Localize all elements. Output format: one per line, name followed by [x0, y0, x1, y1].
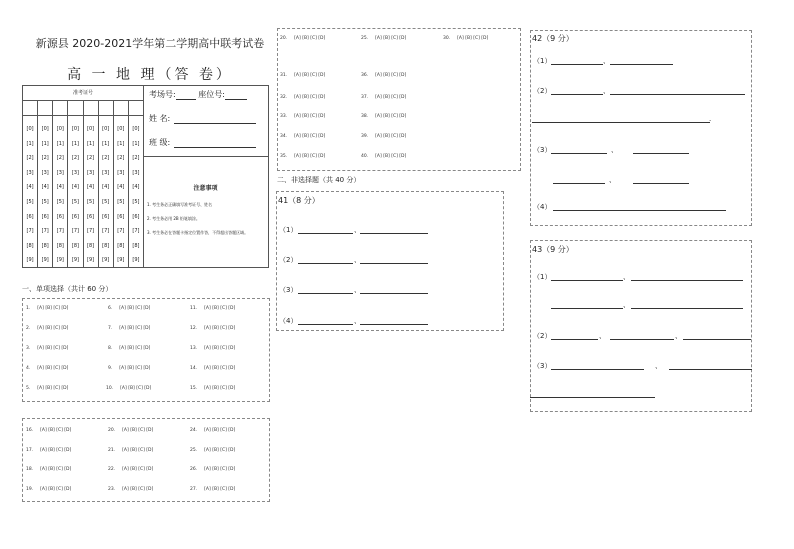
digit-bubble[interactable]: [0]: [102, 126, 110, 132]
mc-options[interactable]: [A] [B] [C] [D]: [122, 487, 154, 492]
mc-options[interactable]: [A] [B] [C] [D]: [122, 428, 154, 433]
digit-bubble[interactable]: [5]: [102, 198, 110, 205]
mc-question[interactable]: [190, 487, 235, 492]
digit-bubble[interactable]: [5]: [41, 198, 49, 205]
digit-bubble[interactable]: [2]: [41, 155, 49, 162]
mc-options[interactable]: [A] [B] [C] [D]: [37, 386, 69, 391]
mc-number: 4.: [26, 366, 31, 371]
mc-question[interactable]: [26, 366, 68, 371]
separator: 、: [623, 273, 630, 281]
mc-question[interactable]: [26, 306, 68, 311]
mc-options[interactable]: [A] [B] [C] [D]: [375, 114, 407, 119]
name-field[interactable]: [174, 115, 256, 124]
digit-bubble[interactable]: [9]: [87, 257, 95, 264]
mc-options[interactable]: [A] [B] [C] [D]: [294, 114, 326, 119]
digit-bubble[interactable]: [7]: [71, 228, 79, 235]
answer-blank[interactable]: [298, 293, 353, 294]
digit-bubble[interactable]: [3]: [102, 169, 110, 176]
period: .: [709, 115, 712, 123]
mc-question[interactable]: [26, 326, 68, 331]
mc-options[interactable]: [A] [B] [C] [D]: [40, 428, 72, 433]
digit-bubble[interactable]: [4]: [71, 184, 79, 191]
mc-options[interactable]: [A] [B] [C] [D]: [375, 154, 407, 159]
mc-number: 30.: [443, 36, 451, 41]
mc-options[interactable]: [A] [B] [C] [D]: [40, 467, 72, 472]
answer-blank[interactable]: [631, 308, 743, 309]
mc-question[interactable]: [106, 386, 151, 391]
mc-number: 37.: [361, 95, 369, 100]
answer-label: （3）: [533, 146, 552, 154]
digit-bubble[interactable]: [9]: [26, 257, 34, 264]
answer-label: （1）: [279, 226, 298, 234]
answer-blank[interactable]: [360, 293, 428, 294]
mc-question[interactable]: [190, 306, 235, 311]
mc-options[interactable]: [A] [B] [C] [D]: [120, 386, 152, 391]
mc-number: 24.: [190, 428, 198, 433]
mc-question[interactable]: [26, 386, 68, 391]
digit-bubble[interactable]: [7]: [117, 228, 125, 235]
mc-number: 22.: [108, 467, 116, 472]
answer-blank[interactable]: [551, 308, 623, 309]
seat-label: 座位号:: [198, 90, 225, 99]
separator: 、: [609, 176, 616, 184]
digit-bubble[interactable]: [6]: [71, 213, 79, 220]
ticket-digit-column[interactable]: [53, 116, 68, 267]
mc-number: 38.: [361, 114, 369, 119]
notice-item: 1. 考生务必正确填写准考证号、姓名: [147, 202, 213, 207]
separator: 、: [623, 301, 630, 309]
separator: 、: [599, 332, 606, 340]
mc-number: 9.: [108, 366, 113, 371]
answer-blank[interactable]: [683, 339, 751, 340]
mc-question[interactable]: [26, 428, 71, 433]
mc-number: 23.: [108, 487, 116, 492]
notice-item: 2. 考生务必用 2B 铅笔填涂。: [147, 216, 200, 221]
mc-number: 26.: [190, 467, 198, 472]
digit-bubble[interactable]: [5]: [132, 198, 140, 205]
digit-bubble[interactable]: [8]: [41, 242, 49, 249]
digit-bubble[interactable]: [8]: [102, 242, 110, 249]
mc-number: 8.: [108, 346, 113, 351]
separator: 、: [611, 146, 618, 154]
digit-bubble[interactable]: [4]: [87, 184, 95, 191]
digit-bubble[interactable]: [5]: [56, 198, 64, 205]
mc-question[interactable]: [190, 428, 235, 433]
mc-options[interactable]: [A] [B] [C] [D]: [119, 326, 151, 331]
separator: 、: [354, 256, 361, 264]
name-label: 姓 名:: [149, 114, 171, 123]
mc-options[interactable]: [A] [B] [C] [D]: [119, 366, 151, 371]
answer-blank[interactable]: [551, 339, 598, 340]
answer-blank[interactable]: [631, 280, 743, 281]
answer-blank[interactable]: [553, 210, 726, 211]
q42-box: [530, 30, 752, 226]
digit-bubble[interactable]: [2]: [132, 155, 140, 162]
mc-options[interactable]: [A] [B] [C] [D]: [294, 95, 326, 100]
digit-bubble[interactable]: [8]: [132, 242, 140, 249]
mc-number: 25.: [361, 36, 369, 41]
mc-number: 10.: [106, 386, 114, 391]
separator: 、: [603, 87, 610, 95]
answer-blank[interactable]: [610, 94, 745, 95]
answer-blank[interactable]: [610, 64, 673, 65]
ticket-digit-columns[interactable]: [23, 116, 143, 267]
mc-number: 17.: [26, 448, 34, 453]
digit-bubble[interactable]: [9]: [132, 257, 140, 264]
mc-options[interactable]: [A] [B] [C] [D]: [457, 36, 489, 41]
digit-bubble[interactable]: [3]: [41, 169, 49, 176]
answer-blank[interactable]: [551, 369, 644, 370]
mc-options[interactable]: [A] [B] [C] [D]: [37, 326, 69, 331]
mc-options[interactable]: [A] [B] [C] [D]: [40, 487, 72, 492]
digit-bubble[interactable]: [1]: [71, 140, 79, 147]
digit-bubble[interactable]: [8]: [87, 242, 95, 249]
digit-bubble[interactable]: [1]: [87, 140, 95, 147]
digit-bubble[interactable]: [9]: [41, 257, 49, 264]
ticket-digit-column[interactable]: [114, 116, 129, 267]
student-info-box: [22, 85, 269, 268]
digit-bubble[interactable]: [7]: [41, 228, 49, 235]
answer-label: （1）: [533, 57, 552, 65]
mc-question[interactable]: [190, 366, 235, 371]
mc-options[interactable]: [A] [B] [C] [D]: [119, 346, 151, 351]
mc-options[interactable]: [A] [B] [C] [D]: [204, 346, 236, 351]
paper-subtitle: 高 一 地 理（答 卷）: [67, 67, 233, 83]
mc-question[interactable]: [26, 487, 71, 492]
mc-question[interactable]: [361, 73, 406, 78]
class-field[interactable]: [174, 139, 256, 148]
digit-bubble[interactable]: [7]: [87, 228, 95, 235]
mc-question[interactable]: [361, 134, 406, 139]
digit-bubble[interactable]: [6]: [41, 213, 49, 220]
mc-number: 13.: [190, 346, 198, 351]
answer-blank[interactable]: [532, 122, 710, 123]
digit-bubble[interactable]: [0]: [132, 126, 140, 132]
answer-blank[interactable]: [669, 369, 752, 370]
class-label: 班 级:: [149, 138, 171, 147]
mc-number: 5.: [26, 386, 31, 391]
mc-number: 15.: [190, 386, 198, 391]
digit-bubble[interactable]: [2]: [26, 155, 34, 162]
mc-question[interactable]: [280, 154, 325, 159]
mc-options[interactable]: [A] [B] [C] [D]: [375, 95, 407, 100]
q41-title: 41（8 分）: [278, 196, 320, 205]
mc-options[interactable]: [A] [B] [C] [D]: [204, 386, 236, 391]
mc-number: 36.: [361, 73, 369, 78]
digit-bubble[interactable]: [4]: [56, 184, 64, 191]
answer-blank[interactable]: [298, 233, 353, 234]
mc-question[interactable]: [361, 36, 406, 41]
digit-bubble[interactable]: [4]: [26, 184, 34, 191]
digit-bubble[interactable]: [0]: [26, 126, 34, 132]
mc-question[interactable]: [26, 346, 68, 351]
mc-options[interactable]: [A] [B] [C] [D]: [37, 366, 69, 371]
answer-blank[interactable]: [633, 153, 689, 154]
mc-options[interactable]: [A] [B] [C] [D]: [204, 467, 236, 472]
mc-question[interactable]: [361, 95, 406, 100]
digit-bubble[interactable]: [4]: [132, 184, 140, 191]
section-title-choice: 一、单项选择（共计 60 分）: [22, 285, 113, 293]
mc-question[interactable]: [190, 326, 235, 331]
answer-label: （3）: [533, 362, 552, 370]
paper-title: 新源县 2020-2021学年第二学期高中联考试卷: [35, 37, 265, 50]
mc-question[interactable]: [108, 366, 150, 371]
mc-options[interactable]: [A] [B] [C] [D]: [37, 346, 69, 351]
digit-bubble[interactable]: [5]: [87, 198, 95, 205]
digit-bubble[interactable]: [9]: [56, 257, 64, 264]
digit-bubble[interactable]: [6]: [26, 213, 34, 220]
digit-bubble[interactable]: [7]: [26, 228, 34, 235]
digit-bubble[interactable]: [8]: [56, 242, 64, 249]
digit-bubble[interactable]: [5]: [117, 198, 125, 205]
mc-options[interactable]: [A] [B] [C] [D]: [122, 448, 154, 453]
digit-bubble[interactable]: [6]: [87, 213, 95, 220]
mc-question[interactable]: [108, 428, 153, 433]
mc-number: 35.: [280, 154, 288, 159]
mc-question[interactable]: [361, 114, 406, 119]
digit-bubble[interactable]: [1]: [102, 140, 110, 147]
notice-title: 注意事项: [193, 185, 218, 192]
mc-number: 25.: [190, 448, 198, 453]
mc-question[interactable]: [26, 467, 71, 472]
mc-options[interactable]: [A] [B] [C] [D]: [204, 448, 236, 453]
digit-bubble[interactable]: [6]: [117, 213, 125, 220]
mc-options[interactable]: [A] [B] [C] [D]: [375, 73, 407, 78]
digit-bubble[interactable]: [2]: [102, 155, 110, 162]
answer-label: （3）: [279, 286, 298, 294]
digit-bubble[interactable]: [7]: [132, 228, 140, 235]
ticket-number-label: 准考证号: [23, 86, 143, 101]
answer-blank[interactable]: [530, 397, 655, 398]
mc-number: 1.: [26, 306, 31, 311]
mc-number: 31.: [280, 73, 288, 78]
answer-blank[interactable]: [298, 324, 353, 325]
mc-question[interactable]: [190, 467, 235, 472]
mc-number: 11.: [190, 306, 198, 311]
digit-bubble[interactable]: [2]: [71, 155, 79, 162]
mc-question[interactable]: [361, 154, 406, 159]
mc-question[interactable]: [280, 114, 325, 119]
ticket-digit-column[interactable]: [23, 116, 38, 267]
mc-number: 39.: [361, 134, 369, 139]
mc-options[interactable]: [A] [B] [C] [D]: [294, 36, 326, 41]
mc-question[interactable]: [108, 448, 153, 453]
q43-title: 43（9 分）: [532, 245, 574, 254]
answer-blank[interactable]: [298, 263, 353, 264]
mc-question[interactable]: [108, 346, 150, 351]
separator: 、: [354, 226, 361, 234]
mc-number: 12.: [190, 326, 198, 331]
mc-question[interactable]: [190, 386, 235, 391]
ticket-digit-column[interactable]: [129, 116, 143, 267]
seat-field[interactable]: [225, 91, 247, 100]
digit-bubble[interactable]: [2]: [117, 155, 125, 162]
digit-bubble[interactable]: [9]: [102, 257, 110, 264]
mc-options[interactable]: [A] [B] [C] [D]: [119, 306, 151, 311]
student-fields: [145, 86, 268, 156]
answer-blank[interactable]: [551, 280, 623, 281]
answer-blank[interactable]: [553, 183, 605, 184]
digit-bubble[interactable]: [2]: [56, 155, 64, 162]
answer-label: （2）: [279, 256, 298, 264]
digit-bubble[interactable]: [8]: [71, 242, 79, 249]
digit-bubble[interactable]: [0]: [117, 126, 125, 132]
mc-number: 14.: [190, 366, 198, 371]
mc-options[interactable]: [A] [B] [C] [D]: [204, 428, 236, 433]
answer-label: （2）: [533, 87, 552, 95]
mc-question[interactable]: [108, 467, 153, 472]
digit-bubble[interactable]: [6]: [102, 213, 110, 220]
digit-bubble[interactable]: [1]: [41, 140, 49, 147]
mc-number: 16.: [26, 428, 34, 433]
digit-bubble[interactable]: [9]: [117, 257, 125, 264]
digit-bubble[interactable]: [2]: [87, 155, 95, 162]
mc-question[interactable]: [26, 448, 71, 453]
mc-options[interactable]: [A] [B] [C] [D]: [204, 326, 236, 331]
mc-number: 2.: [26, 326, 31, 331]
separator: 、: [675, 332, 682, 340]
separator: 、: [354, 317, 361, 325]
mc-number: 21.: [108, 448, 116, 453]
mc-options[interactable]: [A] [B] [C] [D]: [375, 134, 407, 139]
answer-blank[interactable]: [633, 183, 689, 184]
digit-bubble[interactable]: [5]: [26, 198, 34, 205]
separator: 、: [354, 286, 361, 294]
mc-question[interactable]: [108, 326, 150, 331]
answer-label: （1）: [533, 273, 552, 281]
digit-bubble[interactable]: [1]: [26, 140, 34, 147]
digit-bubble[interactable]: [0]: [71, 126, 79, 132]
digit-bubble[interactable]: [8]: [26, 242, 34, 249]
mc-options[interactable]: [A] [B] [C] [D]: [122, 467, 154, 472]
mc-question[interactable]: [280, 134, 325, 139]
answer-blank[interactable]: [360, 324, 428, 325]
mc-question[interactable]: [108, 487, 153, 492]
answer-blank[interactable]: [551, 64, 603, 65]
digit-bubble[interactable]: [1]: [117, 140, 125, 147]
q42-title: 42（9 分）: [532, 34, 574, 43]
mc-number: 18.: [26, 467, 34, 472]
ticket-digit-column[interactable]: [68, 116, 83, 267]
digit-bubble[interactable]: [0]: [87, 126, 95, 132]
digit-bubble[interactable]: [3]: [56, 169, 64, 176]
mc-options[interactable]: [A] [B] [C] [D]: [375, 36, 407, 41]
answer-blank[interactable]: [551, 94, 603, 95]
mc-number: 40.: [361, 154, 369, 159]
notice-panel: [143, 156, 268, 268]
digit-bubble[interactable]: [5]: [71, 198, 79, 205]
answer-label: （4）: [279, 317, 298, 325]
mc-options[interactable]: [A] [B] [C] [D]: [40, 448, 72, 453]
digit-bubble[interactable]: [8]: [117, 242, 125, 249]
answer-blank[interactable]: [610, 339, 674, 340]
notice-item: 3. 考生务必在答题卡指定位置作答，不得超出答题区域。: [147, 230, 249, 235]
digit-bubble[interactable]: [3]: [132, 169, 140, 176]
ticket-number-grid: [23, 86, 144, 267]
digit-bubble[interactable]: [4]: [102, 184, 110, 191]
mc-options[interactable]: [A] [B] [C] [D]: [204, 306, 236, 311]
mc-number: 20.: [280, 36, 288, 41]
digit-bubble[interactable]: [0]: [41, 126, 49, 132]
mc-options[interactable]: [A] [B] [C] [D]: [37, 306, 69, 311]
ticket-digit-column[interactable]: [84, 116, 99, 267]
mc-number: 20.: [108, 428, 116, 433]
digit-bubble[interactable]: [9]: [71, 257, 79, 264]
mc-options[interactable]: [A] [B] [C] [D]: [294, 134, 326, 139]
section-title-open: 二、非选择题（共 40 分）: [277, 176, 361, 184]
mc-number: 27.: [190, 487, 198, 492]
digit-bubble[interactable]: [3]: [117, 169, 125, 176]
q41-box: [276, 191, 504, 331]
ticket-digit-column[interactable]: [38, 116, 53, 267]
digit-bubble[interactable]: [4]: [117, 184, 125, 191]
answer-label: （2）: [533, 332, 552, 340]
mc-number: 32.: [280, 95, 288, 100]
ticket-digit-column[interactable]: [99, 116, 114, 267]
digit-bubble[interactable]: [0]: [56, 126, 64, 132]
separator: 、: [655, 362, 662, 370]
q43-box: [530, 240, 752, 412]
exam-room-field[interactable]: [176, 91, 196, 100]
mc-options[interactable]: [A] [B] [C] [D]: [294, 154, 326, 159]
digit-bubble[interactable]: [6]: [132, 213, 140, 220]
mc-options[interactable]: [A] [B] [C] [D]: [294, 73, 326, 78]
separator: 、: [603, 57, 610, 65]
exam-room-label: 考场号:: [149, 90, 176, 99]
mc-number: 6.: [108, 306, 113, 311]
mc-number: 34.: [280, 134, 288, 139]
mc-options[interactable]: [A] [B] [C] [D]: [204, 487, 236, 492]
ticket-number-write-row[interactable]: [23, 101, 143, 116]
mc-question[interactable]: [443, 36, 488, 41]
digit-bubble[interactable]: [3]: [87, 169, 95, 176]
digit-bubble[interactable]: [6]: [56, 213, 64, 220]
digit-bubble[interactable]: [1]: [132, 140, 140, 147]
digit-bubble[interactable]: [7]: [56, 228, 64, 235]
mc-number: 19.: [26, 487, 34, 492]
mc-question[interactable]: [280, 73, 325, 78]
digit-bubble[interactable]: [7]: [102, 228, 110, 235]
digit-bubble[interactable]: [3]: [71, 169, 79, 176]
digit-bubble[interactable]: [4]: [41, 184, 49, 191]
mc-options[interactable]: [A] [B] [C] [D]: [204, 366, 236, 371]
mc-question[interactable]: [190, 448, 235, 453]
mc-question[interactable]: [108, 306, 150, 311]
mc-number: 7.: [108, 326, 113, 331]
digit-bubble[interactable]: [1]: [56, 140, 64, 147]
answer-blank[interactable]: [360, 263, 428, 264]
answer-blank[interactable]: [360, 233, 428, 234]
mc-question[interactable]: [280, 36, 325, 41]
answer-blank[interactable]: [551, 153, 607, 154]
mc-number: 33.: [280, 114, 288, 119]
answer-label: （4）: [533, 203, 552, 211]
mc-number: 3.: [26, 346, 31, 351]
mc-question[interactable]: [190, 346, 235, 351]
digit-bubble[interactable]: [3]: [26, 169, 34, 176]
mc-question[interactable]: [280, 95, 325, 100]
